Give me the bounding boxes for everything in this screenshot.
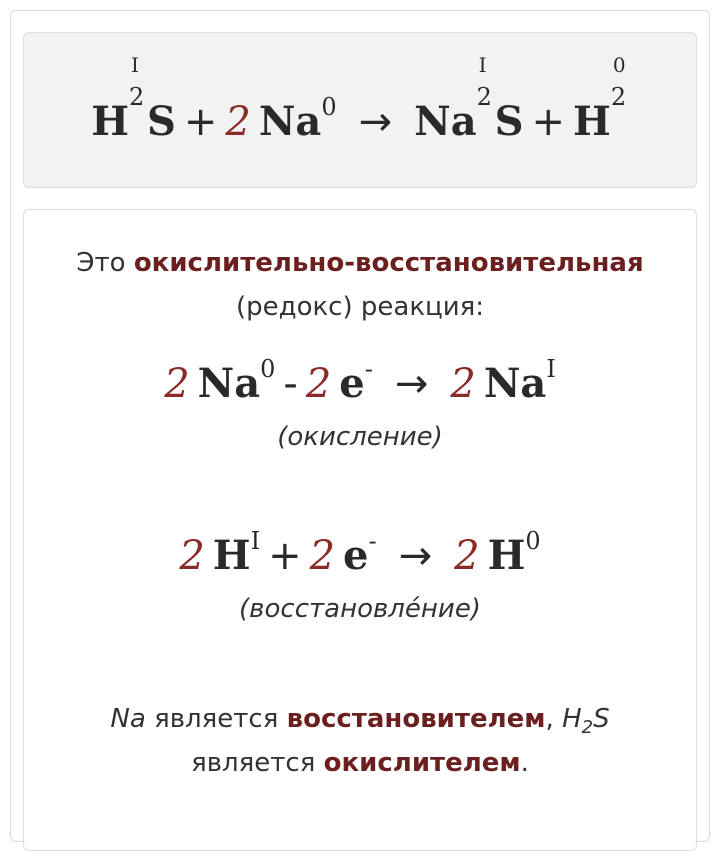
electron: e [339, 360, 365, 407]
reaction-arrow: → [394, 361, 429, 407]
oxidation-state: I [250, 527, 261, 555]
coefficient: 2 [164, 361, 190, 407]
subscript: 2 [128, 83, 145, 111]
oxidation-label: (окисление) [277, 422, 443, 452]
reduction-label: (восстановле́ние) [239, 594, 481, 624]
plus-sign: + [183, 99, 218, 145]
coefficient: 2 [225, 99, 251, 145]
summary-line1: Na является восстановителем, $H_2S$ [110, 704, 610, 739]
na-reactant: Na [258, 98, 322, 145]
oxidation-state: 0 [260, 355, 276, 383]
plus-sign: + [531, 99, 566, 145]
redox-term: окислительно-восстановительная [133, 248, 644, 278]
redox-intro-line1: Это окислительно-восстановительная [76, 248, 644, 278]
h2s-reactant: H I 2 S [91, 53, 176, 145]
coefficient: 2 [454, 533, 480, 579]
oxidation-state: I [130, 53, 139, 77]
oxidation-state: 0 [525, 527, 541, 555]
h2-product: H 0 2 [573, 53, 627, 145]
equation-panel [23, 32, 697, 188]
subscript: 2 [476, 83, 492, 111]
summary-line2: является окислителем. [191, 748, 529, 778]
subscript: 2 [610, 83, 627, 111]
balanced-equation [24, 53, 696, 145]
reaction-arrow: → [358, 99, 393, 145]
reduction-half-reaction: 2 $H^I + 2$ e- → 2 $H^0$ [179, 527, 541, 579]
oxidation-state: I [546, 355, 556, 383]
oxidation-half-reaction: 2 Na$^0$ - 2 e- → 2 $Na^I$ [164, 355, 556, 407]
reaction-arrow: → [398, 533, 433, 579]
redox-intro-line2: (редокс) реакция: [235, 292, 485, 322]
oxidizer-term: окислителем [323, 748, 521, 778]
oxidation-state: 0 [612, 53, 626, 77]
oxidizer-formula: $H_2S$ [562, 704, 610, 739]
oxidation-state: I [478, 53, 487, 77]
coefficient: 2 [450, 361, 476, 407]
coefficient: 2 [309, 533, 336, 579]
explanation-panel [23, 209, 697, 851]
na2s-product: Na I 2 S [414, 53, 524, 145]
electron: e [343, 532, 369, 579]
coefficient: 2 [179, 533, 205, 579]
reducer-formula: Na [110, 704, 146, 734]
coefficient: 2 [305, 361, 332, 407]
oxidation-state: 0 [321, 93, 337, 121]
reducer-term: восстановителем [286, 704, 546, 734]
